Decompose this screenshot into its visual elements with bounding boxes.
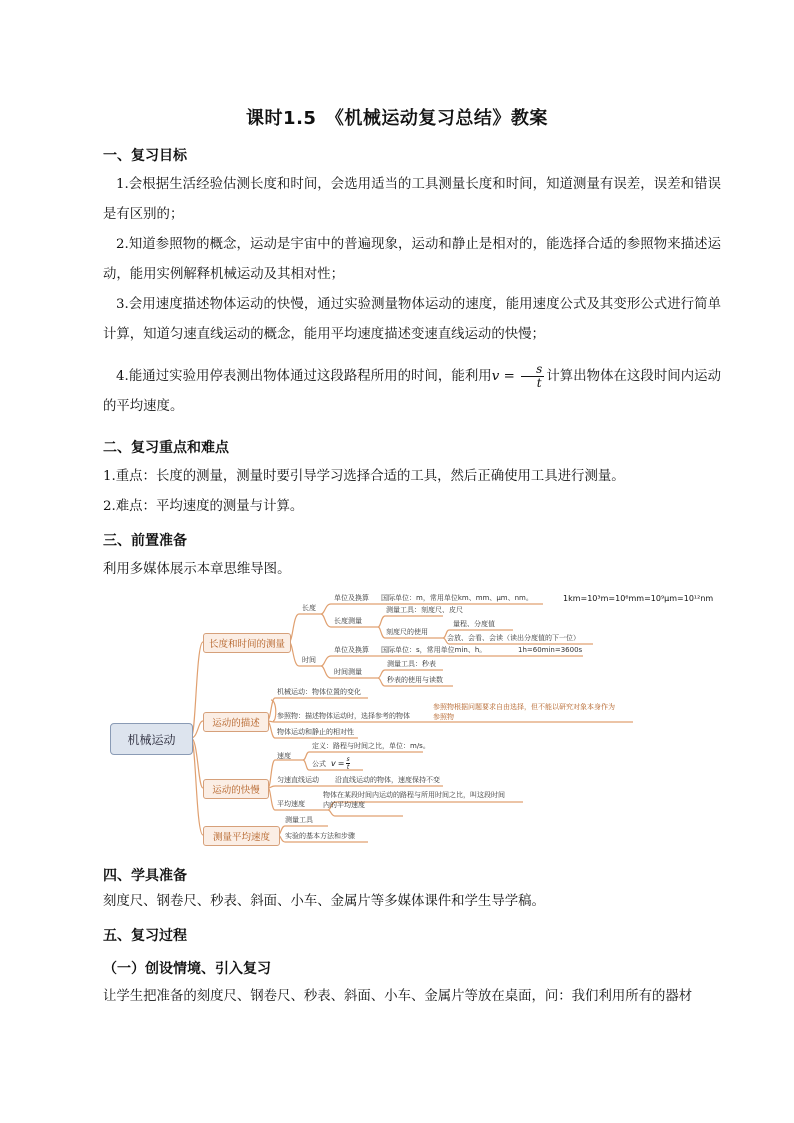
mm-avg-text-2: 内的平均速度: [323, 801, 365, 809]
mm-len-unit: 单位及换算: [334, 594, 369, 602]
mm-formula-fraction: [346, 756, 349, 771]
branch-motion-description: 运动的描述: [203, 712, 269, 732]
goal-3: 3.会用速度描述物体运动的快慢，通过实验测量物体运动的速度，能用速度公式及其变形公式进行简单计算，知道匀速直线运动的概念，能用平均速度描述变速直线运动的快慢；: [103, 297, 721, 342]
mm-time-tool: 测量工具：秒表: [387, 660, 436, 668]
mm-time-unit-text: 国际单位：s，常用单位min、h。: [381, 646, 487, 654]
branch-average-speed: 测量平均速度: [203, 826, 280, 846]
process-text: 让学生把准备的刻度尺、钢卷尺、秒表、斜面、小车、金属片等放在桌面，问：我们利用所有的器材: [103, 989, 693, 1004]
prep-text: 利用多媒体展示本章思维导图。: [103, 562, 291, 577]
mm-ruler-use: 刻度尺的使用: [386, 628, 428, 636]
tools-text: 刻度尺、钢卷尺、秒表、斜面、小车、金属片等多媒体课件和学生导学稿。: [103, 894, 545, 909]
subsection-intro-heading: （一）创设情境、引入复习: [103, 961, 271, 977]
goal-4-post: 计算出物体在这段时间内运动的平均速度。: [103, 369, 722, 414]
mm-len-tool: 测量工具：刻度尺、皮尺: [386, 606, 463, 614]
goal-2: 2.知道参照物的概念，运动是宇宙中的普遍现象，运动和静止是相对的，能选择合适的参照物来描述运动，能用实例解释机械运动及其相对性；: [103, 237, 721, 282]
mm-formula-v: v: [331, 758, 336, 768]
goal-4: [103, 362, 721, 422]
mm-mech-motion: 机械运动：物体位置的变化: [277, 688, 361, 696]
mm-uniform: 匀速直线运动: [277, 776, 319, 784]
mm-avg-text-1: 物体在某段时间内运动的路程与所用时间之比，叫这段时间: [323, 791, 505, 799]
mm-speed: 速度: [277, 752, 291, 760]
goal-4-num: s: [521, 363, 544, 377]
mind-map-root: 机械运动: [110, 723, 193, 755]
mm-stopwatch: 秒表的使用与读数: [387, 676, 443, 684]
mm-measure-tool: 测量工具: [285, 816, 313, 824]
goal-4-v: v: [491, 369, 500, 384]
section-tools-heading: 四、学具准备: [103, 868, 187, 884]
mm-read: 会放、会看、会读（读出分度值的下一位）: [447, 634, 580, 642]
mm-formula-s: s: [346, 756, 350, 763]
branch-length-time: 长度和时间的测量: [203, 633, 291, 653]
goal-4-pre: 4.能通过实验用停表测出物体通过这段路程所用的时间，能利用: [116, 369, 492, 384]
mm-time-unit: 单位及换算: [334, 646, 369, 654]
mm-len-conversion: 1km=10³m=10⁶mm=10⁹μm=10¹²nm: [563, 594, 714, 603]
mm-relativity: 物体运动和静止的相对性: [277, 728, 354, 736]
mm-formula: 公式: [312, 760, 326, 768]
mm-formula-expr: [331, 756, 350, 771]
mm-range: 量程、分度值: [453, 620, 495, 628]
mm-len-unit-text: 国际单位：m，常用单位km、mm、μm、nm。: [381, 594, 533, 602]
mm-time: 时间: [302, 656, 316, 664]
goal-4-fraction: [521, 363, 544, 390]
mm-len-measure: 长度测量: [334, 617, 362, 625]
goal-1: 1.会根据生活经验估测长度和时间，会选用适当的工具测量长度和时间，知道测量有误差，误差和错误是有区别的；: [103, 177, 721, 222]
key-point: 1.重点：长度的测量，测量时要引导学习选择合适的工具，然后正确使用工具进行测量。: [103, 469, 625, 484]
mm-time-conversion: 1h=60min=3600s: [518, 646, 583, 654]
mm-uniform-text: 沿直线运动的物体，速度保持不变: [335, 776, 440, 784]
goal-4-eq: =: [499, 369, 520, 384]
section-key-heading: 二、复习重点和难点: [103, 440, 229, 456]
mm-ref-note-2: 参照物: [433, 713, 454, 721]
mm-length: 长度: [302, 604, 316, 612]
goal-4-den: t: [536, 376, 542, 390]
mm-formula-eq: =: [337, 758, 345, 768]
section-process-heading: 五、复习过程: [103, 928, 187, 944]
doc-title: 课时1.5 《机械运动复习总结》教案: [246, 108, 548, 129]
mind-map: [103, 590, 723, 850]
mm-average-speed: 平均速度: [277, 800, 305, 808]
mm-speed-def: 定义：路程与时间之比，单位：m/s。: [312, 742, 430, 750]
mm-reference: 参照物：描述物体运动时，选择参考的物体: [277, 712, 410, 720]
difficult-point: 2.难点：平均速度的测量与计算。: [103, 499, 304, 514]
branch-speed: 运动的快慢: [203, 779, 269, 799]
section-prep-heading: 三、前置准备: [103, 533, 187, 549]
mm-time-measure: 时间测量: [334, 668, 362, 676]
mm-ref-note-1: 参照物根据问题要求自由选择，但不能以研究对象本身作为: [433, 703, 615, 711]
mm-measure-method: 实验的基本方法和步骤: [285, 832, 355, 840]
section-goals-heading: 一、复习目标: [103, 148, 187, 164]
mm-formula-t: t: [346, 764, 350, 771]
